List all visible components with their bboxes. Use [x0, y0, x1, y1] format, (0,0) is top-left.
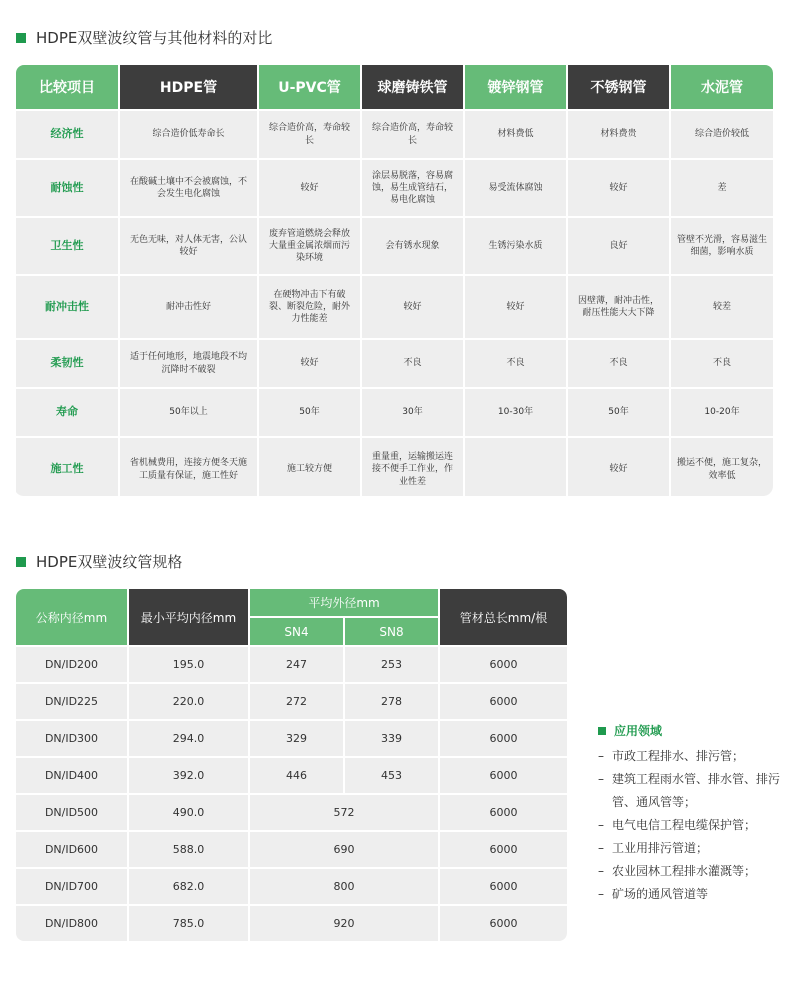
comparison-section-title — [16, 27, 272, 48]
comparison-row — [16, 160, 773, 216]
spec-cell-len: 6000 — [440, 869, 567, 904]
comparison-cell: 无色无味，对人体无害，公认较好 — [120, 218, 257, 274]
comparison-row — [16, 389, 773, 436]
application-item-text: 建筑工程雨水管、排水管、排污管、通风管等； — [612, 772, 781, 809]
spec-cell-outer: 800 — [250, 869, 438, 904]
comparison-cell: 50年以上 — [120, 389, 257, 436]
spec-cell-outer: 690 — [250, 832, 438, 867]
comparison-row — [16, 218, 773, 274]
spec-cell-len: 6000 — [440, 758, 567, 793]
spec-cell-dn: DN/ID300 — [16, 721, 127, 756]
application-item-text: 矿场的通风管道等 — [612, 887, 709, 901]
spec-cell-dn: DN/ID600 — [16, 832, 127, 867]
application-item-text: 农业园林工程排水灌溉等； — [612, 864, 757, 878]
spec-cell-outer: 572 — [250, 795, 438, 830]
spec-row — [16, 832, 567, 867]
comparison-header-row — [16, 65, 773, 109]
spec-row — [16, 721, 567, 756]
comparison-row-label: 耐蚀性 — [16, 160, 118, 216]
spec-cell-dn: DN/ID200 — [16, 647, 127, 682]
comparison-cell: 50年 — [259, 389, 360, 436]
header-total-length: 管材总长mm/根 — [440, 589, 567, 645]
comparison-cell: 不良 — [671, 340, 773, 387]
spec-row — [16, 906, 567, 941]
spec-cell-len: 6000 — [440, 721, 567, 756]
comparison-cell: 搬运不便，施工复杂，效率低 — [671, 438, 773, 496]
comparison-row-label: 柔韧性 — [16, 340, 118, 387]
comparison-cell: 会有锈水现象 — [362, 218, 463, 274]
comparison-cell: 不良 — [568, 340, 669, 387]
comparison-header-cell: HDPE管 — [120, 65, 257, 109]
comparison-cell: 在硬物冲击下有破裂、断裂危险，耐外力性能差 — [259, 276, 360, 338]
comparison-cell: 材料费低 — [465, 111, 566, 158]
spec-cell-len: 6000 — [440, 684, 567, 719]
spec-cell-len: 6000 — [440, 906, 567, 941]
comparison-cell: 不良 — [362, 340, 463, 387]
spec-header-row — [16, 589, 567, 616]
spec-cell-len: 6000 — [440, 832, 567, 867]
header-nominal-diameter: 公称内径mm — [16, 589, 127, 645]
comparison-row-label: 施工性 — [16, 438, 118, 496]
spec-cell-min: 220.0 — [129, 684, 248, 719]
spec-cell-dn: DN/ID800 — [16, 906, 127, 941]
comparison-cell: 综合造价较低 — [671, 111, 773, 158]
spec-cell-sn8: 453 — [345, 758, 438, 793]
spec-row — [16, 684, 567, 719]
dash-bullet: – — [598, 864, 604, 878]
comparison-cell: 在酸碱土壤中不会被腐蚀，不会发生电化腐蚀 — [120, 160, 257, 216]
spec-row — [16, 758, 567, 793]
spec-cell-sn8: 253 — [345, 647, 438, 682]
dash-bullet: – — [598, 887, 604, 901]
comparison-cell: 管壁不光滑，容易滋生细菌，影响水质 — [671, 218, 773, 274]
spec-cell-len: 6000 — [440, 647, 567, 682]
spec-title: HDPE双壁波纹管规格 — [36, 553, 183, 571]
spec-cell-outer: 920 — [250, 906, 438, 941]
comparison-header-cell: U-PVC管 — [259, 65, 360, 109]
comparison-cell: 涂层易脱落，容易腐蚀，易生成管结石，易电化腐蚀 — [362, 160, 463, 216]
spec-cell-sn8: 278 — [345, 684, 438, 719]
application-item-text: 市政工程排水、排污管； — [612, 749, 745, 763]
spec-cell-min: 588.0 — [129, 832, 248, 867]
application-item — [598, 860, 788, 883]
comparison-row-label: 经济性 — [16, 111, 118, 158]
comparison-header-cell: 球磨铸铁管 — [362, 65, 463, 109]
comparison-row — [16, 276, 773, 338]
comparison-cell: 较差 — [671, 276, 773, 338]
spec-cell-dn: DN/ID225 — [16, 684, 127, 719]
header-sn4: SN4 — [250, 618, 343, 645]
comparison-cell: 不良 — [465, 340, 566, 387]
spec-cell-min: 195.0 — [129, 647, 248, 682]
comparison-cell: 重量重，运输搬运连接不便手工作业，作业性差 — [362, 438, 463, 496]
comparison-row — [16, 438, 773, 496]
comparison-cell: 综合造价高，寿命较长 — [362, 111, 463, 158]
spec-cell-dn: DN/ID400 — [16, 758, 127, 793]
spec-cell-min: 392.0 — [129, 758, 248, 793]
spec-table — [14, 587, 567, 943]
comparison-title: HDPE双壁波纹管与其他材料的对比 — [36, 29, 273, 47]
comparison-cell: 较好 — [568, 438, 669, 496]
comparison-cell: 较好 — [259, 340, 360, 387]
comparison-cell: 良好 — [568, 218, 669, 274]
header-sn8: SN8 — [345, 618, 438, 645]
application-item — [598, 814, 788, 837]
green-square-icon — [16, 557, 26, 567]
comparison-row — [16, 111, 773, 158]
spec-cell-sn4: 446 — [250, 758, 343, 793]
spec-row — [16, 869, 567, 904]
comparison-cell: 耐冲击性好 — [120, 276, 257, 338]
spec-cell-sn4: 272 — [250, 684, 343, 719]
comparison-row-label: 寿命 — [16, 389, 118, 436]
dash-bullet: – — [598, 772, 604, 786]
comparison-cell: 综合造价低寿命长 — [120, 111, 257, 158]
dash-bullet: – — [598, 749, 604, 763]
spec-cell-sn4: 247 — [250, 647, 343, 682]
header-outer-diameter: 平均外径mm — [250, 589, 438, 616]
applications-panel — [598, 722, 788, 906]
green-square-icon — [16, 33, 26, 43]
comparison-cell: 较好 — [259, 160, 360, 216]
spec-cell-dn: DN/ID700 — [16, 869, 127, 904]
applications-title-row — [598, 722, 788, 739]
comparison-cell: 30年 — [362, 389, 463, 436]
header-min-inner-diameter: 最小平均内径mm — [129, 589, 248, 645]
green-square-icon — [598, 727, 606, 735]
comparison-cell: 材料费贵 — [568, 111, 669, 158]
comparison-row-label: 卫生性 — [16, 218, 118, 274]
comparison-header-cell: 镀锌钢管 — [465, 65, 566, 109]
comparison-cell — [465, 438, 566, 496]
comparison-table-wrapper — [14, 63, 773, 496]
comparison-cell: 易受流体腐蚀 — [465, 160, 566, 216]
comparison-cell: 50年 — [568, 389, 669, 436]
comparison-header-cell: 比较项目 — [16, 65, 118, 109]
application-item — [598, 837, 788, 860]
spec-cell-dn: DN/ID500 — [16, 795, 127, 830]
spec-table-wrapper — [14, 587, 567, 943]
comparison-cell: 废弃管道燃烧会释放大量重金属浓烟而污染环境 — [259, 218, 360, 274]
comparison-header-cell: 不锈钢管 — [568, 65, 669, 109]
spec-cell-min: 785.0 — [129, 906, 248, 941]
application-item — [598, 883, 788, 906]
comparison-cell: 生锈污染水质 — [465, 218, 566, 274]
comparison-row — [16, 340, 773, 387]
comparison-cell: 差 — [671, 160, 773, 216]
comparison-cell: 综合造价高，寿命较长 — [259, 111, 360, 158]
dash-bullet: – — [598, 818, 604, 832]
spec-row — [16, 647, 567, 682]
comparison-row-label: 耐冲击性 — [16, 276, 118, 338]
dash-bullet: – — [598, 841, 604, 855]
comparison-cell: 较好 — [465, 276, 566, 338]
application-item-text: 工业用排污管道； — [612, 841, 709, 855]
comparison-cell: 较好 — [362, 276, 463, 338]
comparison-cell: 因壁薄，耐冲击性，耐压性能大大下降 — [568, 276, 669, 338]
comparison-cell: 适于任何地形，地震地段不均沉降时不破裂 — [120, 340, 257, 387]
spec-row — [16, 795, 567, 830]
spec-cell-min: 682.0 — [129, 869, 248, 904]
comparison-cell: 省机械费用，连接方便冬天施工质量有保证，施工性好 — [120, 438, 257, 496]
comparison-cell: 较好 — [568, 160, 669, 216]
application-item-text: 电气电信工程电缆保护管； — [612, 818, 757, 832]
comparison-header-cell: 水泥管 — [671, 65, 773, 109]
spec-cell-sn4: 329 — [250, 721, 343, 756]
applications-list — [598, 745, 788, 906]
comparison-table — [14, 63, 773, 496]
spec-cell-sn8: 339 — [345, 721, 438, 756]
applications-title: 应用领域 — [614, 724, 663, 738]
spec-cell-min: 294.0 — [129, 721, 248, 756]
spec-cell-len: 6000 — [440, 795, 567, 830]
comparison-cell: 施工较方便 — [259, 438, 360, 496]
application-item — [598, 745, 788, 768]
spec-cell-min: 490.0 — [129, 795, 248, 830]
application-item — [598, 768, 788, 814]
spec-section-title — [16, 551, 182, 572]
comparison-cell: 10-30年 — [465, 389, 566, 436]
comparison-cell: 10-20年 — [671, 389, 773, 436]
